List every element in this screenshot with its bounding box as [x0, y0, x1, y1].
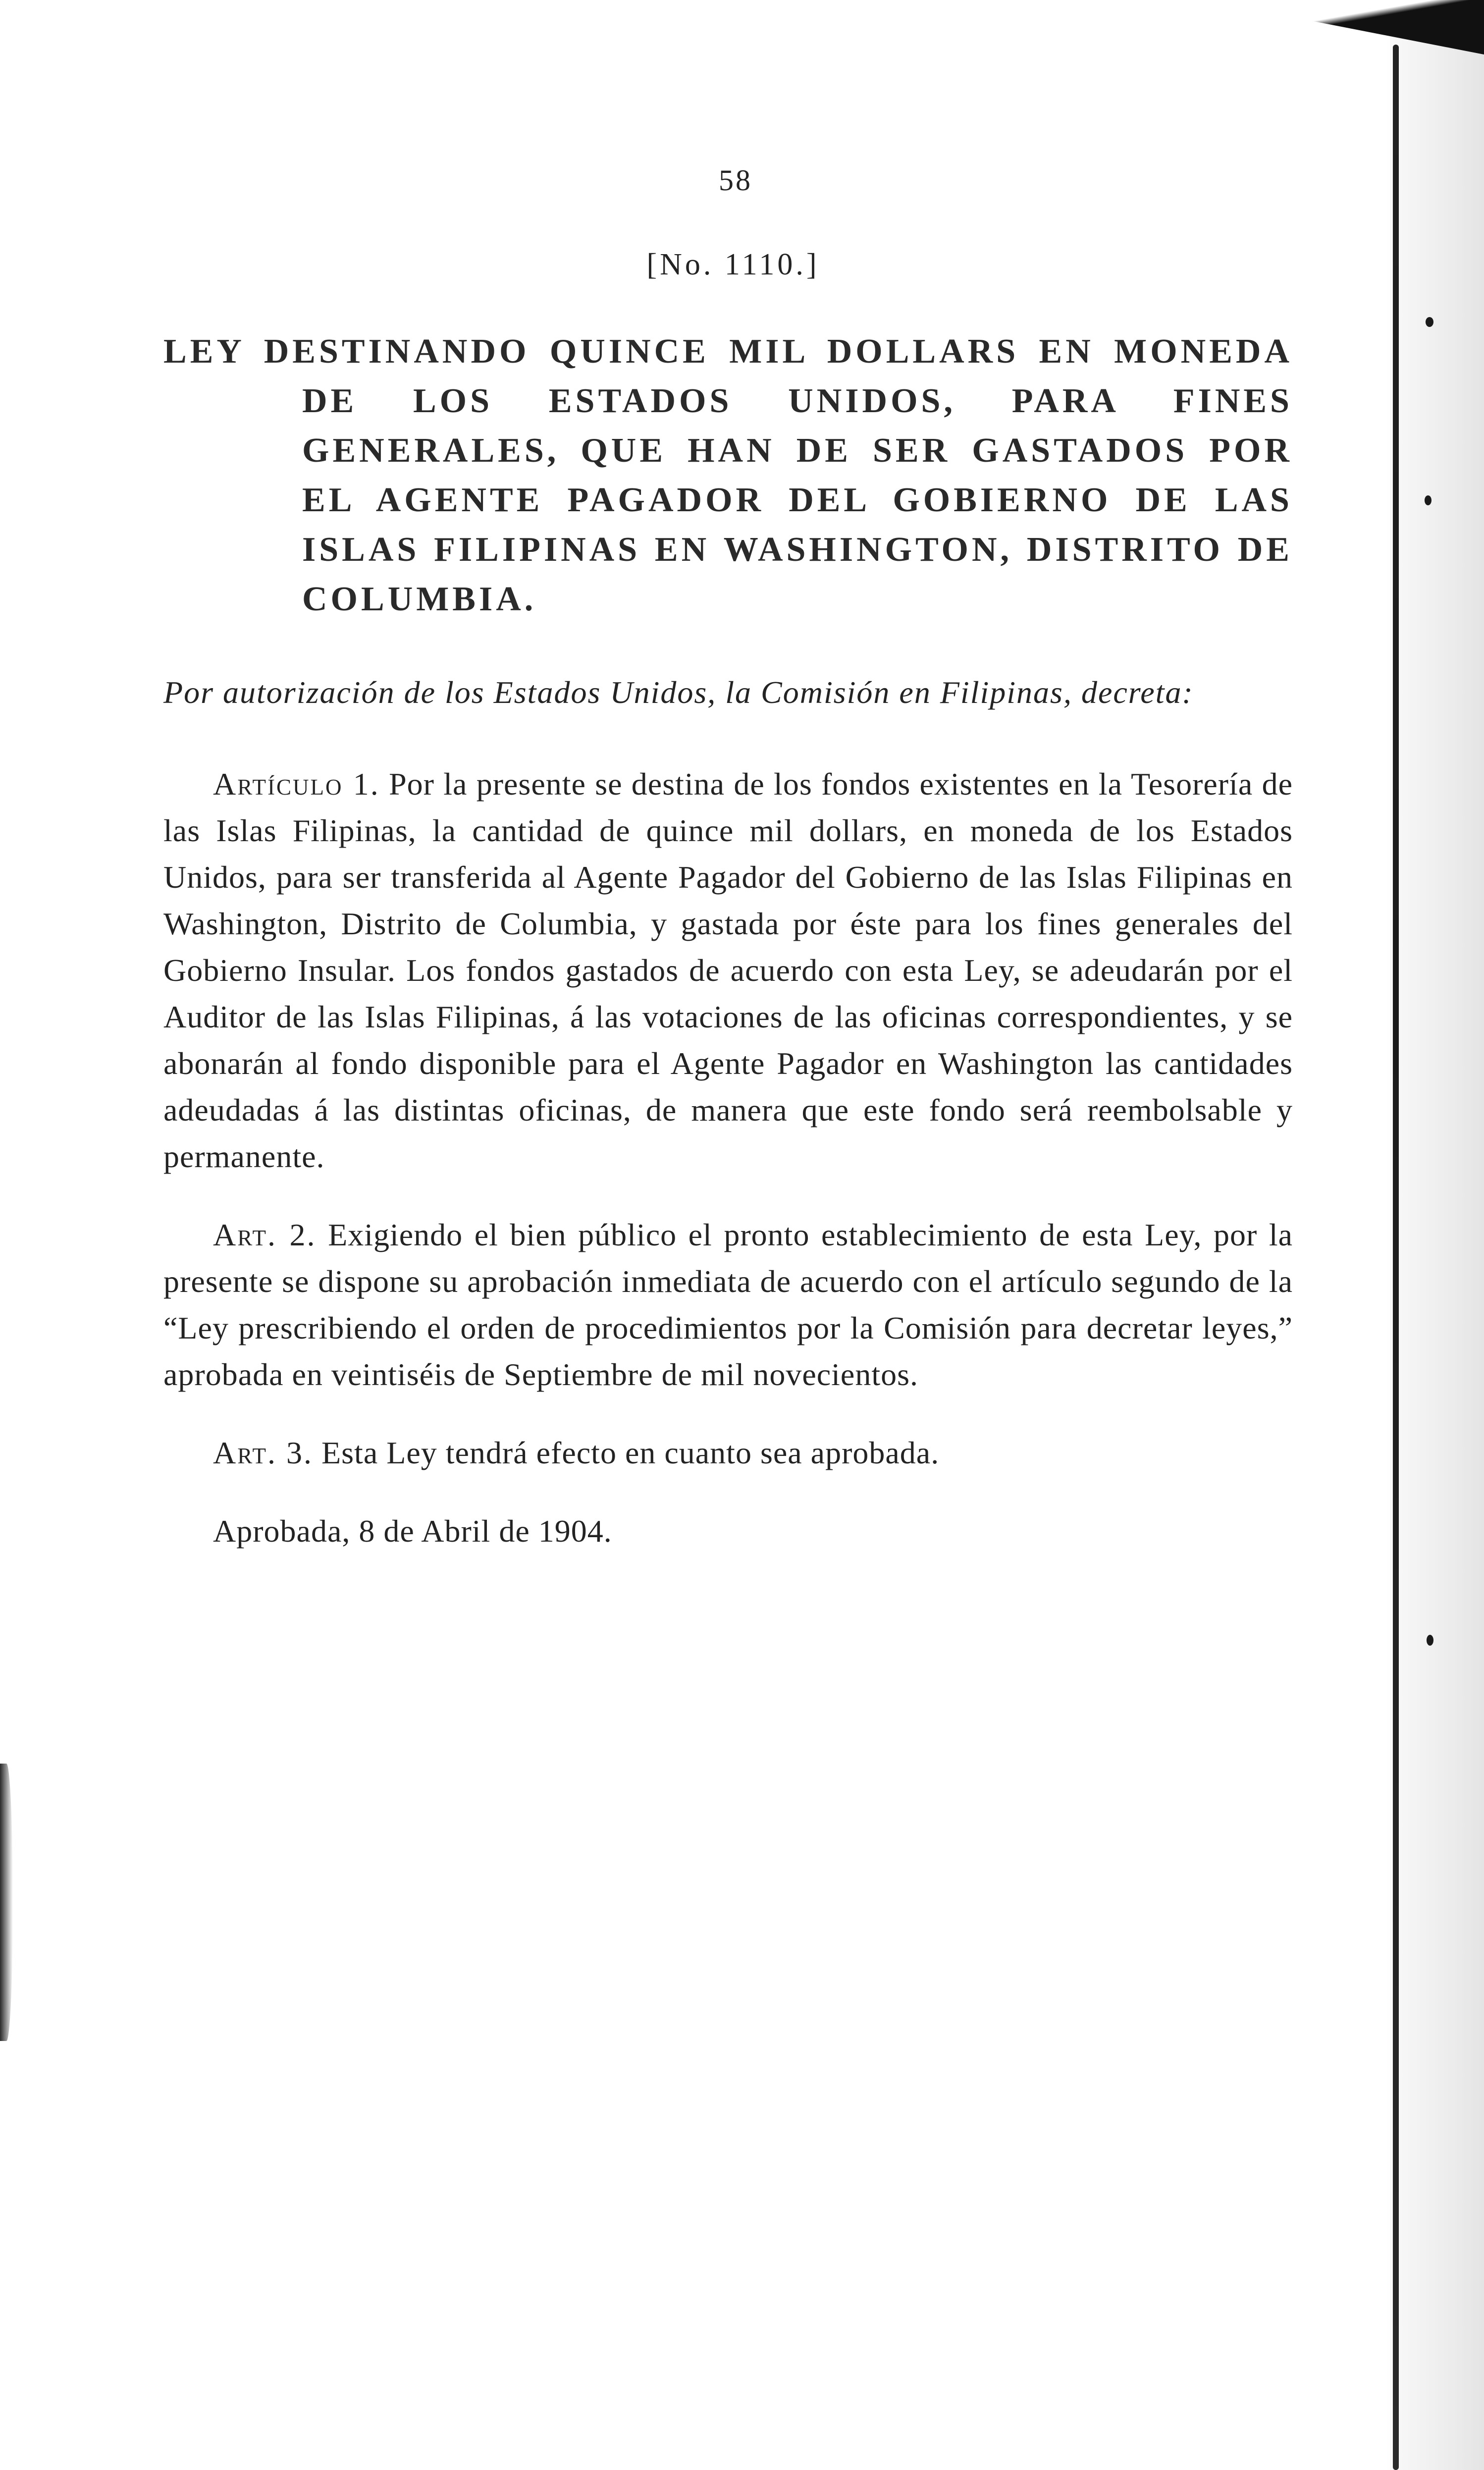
article-label: Artículo 1. — [213, 766, 380, 802]
approval-date: Aprobada, 8 de Abril de 1904. — [213, 1513, 612, 1549]
article-1 — [163, 761, 1293, 1180]
article-text: Exigiendo el bien público el pronto establecimiento de esta Ley, por la presente se dispone su aprobación inmediata de acuerdo con el artículo segundo de la “Ley prescribiendo el orden de procedimientos por la Comisión para decretar leyes,” aprobada en veintiséis de Septiembre de mil novecientos. — [163, 1217, 1293, 1392]
article-text: Esta Ley tendrá efecto en cuanto sea aprobada. — [321, 1435, 940, 1470]
dust-speck — [1425, 495, 1431, 505]
dust-speck — [1427, 1635, 1433, 1646]
article-label: Art. 3. — [213, 1435, 314, 1470]
article-3 — [163, 1430, 1293, 1476]
article-text: Por la presente se destina de los fondos existentes en la Tesorería de las Islas Filipinas, la cantidad de quince mil dollars, en moneda de los Estados Unidos, para ser transferida al Agente Pagador del Gobierno de las Islas Filipinas en Washington, Distrito de Columbia, y gastada por éste para los fines generales del Gobierno Insular. Los fondos gastados de acuerdo con esta Ley, se adeudarán por el Auditor de las Islas Filipinas, á las votaciones de las oficinas correspondientes, y se abonarán al fondo disponible para el Agente Pagador en Washington las cantidades adeudadas á las distintas oficinas, de manera que este fondo será reembolsable y permanente. — [163, 766, 1293, 1174]
article-label: Art. 2. — [213, 1217, 317, 1252]
binding-shadow — [1390, 0, 1484, 2470]
enacting-clause: Por autorización de los Estados Unidos, la Comisión en Filipinas, decreta: — [163, 675, 1194, 710]
binding-fold-line — [1393, 45, 1399, 2470]
dust-speck — [1426, 317, 1433, 327]
page-top-edge-shadow — [1238, 0, 1484, 54]
article-2 — [163, 1212, 1293, 1398]
act-title: LEY DESTINANDO QUINCE MIL DOLLARS EN MONEDA DE LOS ESTADOS UNIDOS, PARA FINES GENERALES, QUE HAN DE SER GASTADOS POR EL AGENTE PAGADOR DEL GOBIERNO DE LAS ISLAS FILIPINAS EN WASHINGTON, DISTRITO DE COLUMBIA. — [163, 332, 1293, 618]
left-edge-shadow — [0, 1764, 13, 2041]
page-number: 58 — [719, 164, 752, 197]
act-number: [No. 1110.] — [646, 248, 820, 281]
document-body — [163, 163, 1293, 1555]
